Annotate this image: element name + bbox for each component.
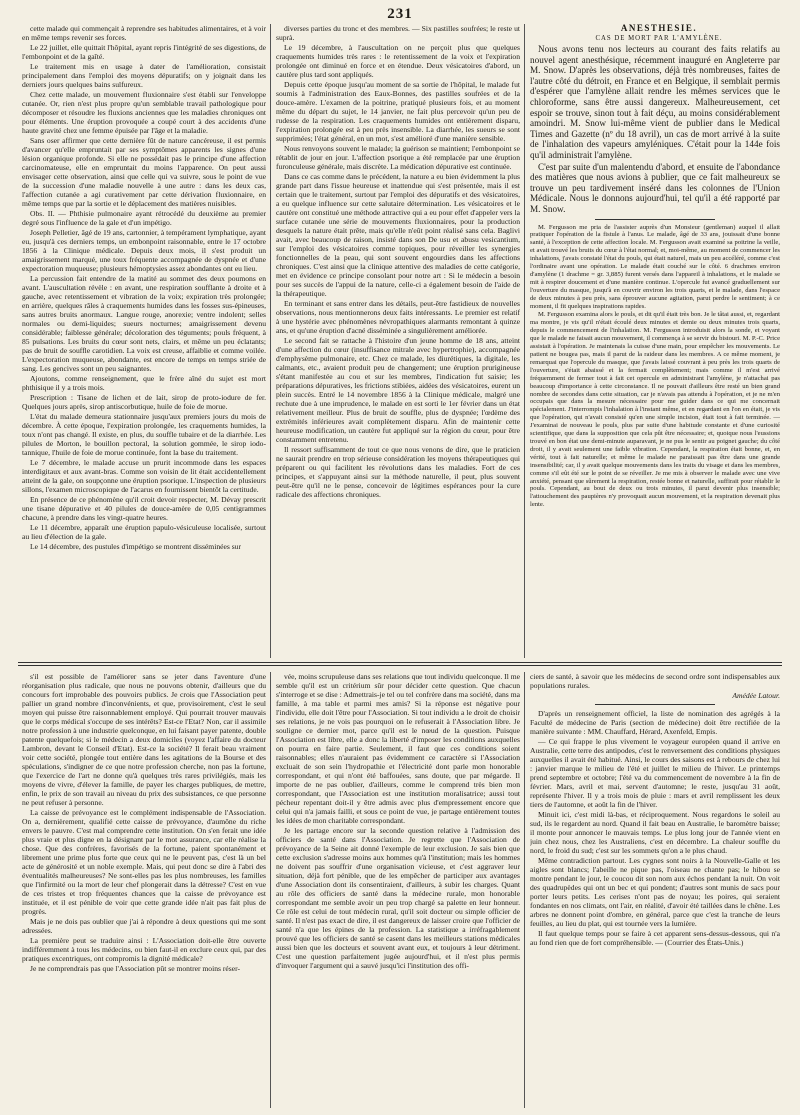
section-title-anesthesie: ANESTHÉSIE.: [620, 24, 698, 33]
bottom-col1-paragraph: La caisse de prévoyance est le complément indispensable de l'Association. On a, dernièrement, qualifié cette caisse de prévoyance, d'aumône du riche envers le pauvre. C'est mal comprendre cette institution. On s'en ferait une idée plus vraie et plus digne en la désignant par le mot assurance, car elle réalise la chose. Que des confrères, favorisés de la fortune, paient spontanément et librement une prime plus forte que ceux qui ne le peuvent pas, c'est là un bel acte de générosité et un noble exemple. Mais, qui peut donc se dire à l'abri des éventualités malheureuses? Ne sont-elles pas les plus nombreuses, les familles que l'infirmité ou la mort de leur chef plongerait dans la détresse? C'est en vue de ces tristes et trop fréquentes chances que la caisse de prévoyance est instituée, et il est pénible de voir que cette grande idée n'ait pas fait plus de progrès.: [22, 808, 266, 916]
top-column-2: [276, 24, 520, 658]
bottom-col3-intro: ciers de santé, à savoir que les médecins de second ordre sont indispensables aux populations rurales.: [530, 672, 780, 690]
bottom-col2-paragraph: Je les partage encore sur la seconde question relative à l'admission des officiers de santé dans l'Association. Je regrette que l'Association de prévoyance de la Seine ait donné l'exemple de leur exclusion. Je sais bien que cette exclusion s'adresse moins aux hommes qu'à l'institution; mais les hommes ne doivent pas souffrir d'une organisation vicieuse, et c'est aggraver leur situation, déjà fort pénible, que de les empêcher de participer aux avantages d'une Association dont ils consentiraient, d'ailleurs, à subir les charges. Quant au rôle des officiers de santé dans la médecine rurale, mon honorable correspondant me semble avoir un peu trop chargé sa palette en leur honneur. Ce rôle est celui de tout médecin rural, qu'il soit docteur ou simple officier de santé. Il n'est pas exact de dire, il est dangereux de laisser croire que l'officier de santé n'a que les épines de la profession. La statistique a irréfragablement prouvé que les officiers de santé se casent dans les meilleurs stations médicales aussi bien que les docteurs et souvent avant eux, et toujours à leur détriment. C'est une question parfaitement jugée aujourd'hui, et il n'est plus permis d'invoquer l'argument qui a sauvé jusqu'ici l'institution des offi-: [276, 826, 520, 970]
top-col1-paragraph: Sans oser affirmer que cette dernière fût de nature cancéreuse, il est permis d'avancer qu'elle empruntait par ses symptômes apparents les signes d'une lésion organique profonde. Si elle ne possédait pas le principe d'une affection carcinomateuse, elle en empruntait du moins l'apparence. On peut aussi envisager cette observation, ainsi que celle qui va suivre, sous le point de vue de la succession d'une maladie nouvelle à une autre : dans les deux cas, l'affection cutanée a agi curativement par cette dérivation fluxionnaire, en même temps que par la sortie et le déplacement des matières nuisibles.: [22, 136, 266, 208]
column-divider-1: [270, 24, 271, 658]
bottom-col1-paragraph: La première peut se traduire ainsi : L'Association doit-elle être ouverte indifféremment à tous les médecins, ou bien faut-il en exclure ceux qui, par des pratiques excentriques, ont compromis la dignité médicale?: [22, 936, 266, 963]
top-col1-paragraph: Le 14 décembre, des pustules d'impétigo se montrent disséminées sur: [30, 542, 241, 551]
bottom-column-2: [276, 672, 520, 1108]
bottom-col3-paragraph: Il faut quelque temps pour se faire à cet apparent sens-dessus-dessous, qui n'a au fond rien que de fort compréhensible. — (Courrier des États-Unis.): [530, 929, 780, 947]
top-col2-paragraph: En terminant et sans entrer dans les détails, peut-être fastidieux de nouvelles observations, nous mentionnerons deux faits intéressants. Le premier est relatif à une hystérie avec phénomènes névropathiques alarmants remontant à quinze ans, et qu'une éruption d'acné disséminée a singulièrement améliorée.: [276, 299, 520, 335]
column-divider-3: [270, 672, 271, 1108]
top-column-3: [530, 24, 780, 658]
top-col1-paragraph: La percussion fait entendre de la matité au sommet des deux poumons en avant. L'auscultation révèle : en avant, une respiration soufflante à droite et à gauche, avec retentissement et vibration de la voix; expiration très prolongée; en arrière, quelques râles à craquements humides dans les fosses sus-épineuses, sans autres bruits anormaux. Langue rouge, anorexie; ventre indolent; selles normales ou demi-liquides; sueurs nocturnes; amaigrissement devenu considérable; faiblesse générale; décoloration des téguments; pouls fréquent, à 85 pulsations. Les bruits du cœur sont nets, clairs, et même un peu éclatants; pas de bruit de souffle carotidien. La voix est creuse, affaiblie et comme voilée. L'expectoration muqueuse, abondante, est encore de temps en temps striée de sang. Les gencives sont un peu saignantes.: [22, 274, 266, 373]
top-col1-paragraph: Chez cette malade, un mouvement fluxionnaire s'est établi sur l'enveloppe cutanée. Or, rien n'est plus propre qu'un semblable travail pathologique pour décomposer et résoudre les fluxions anciennes que les maladies chroniques ont pour éléments. Une éruption provoquée a coupé court à des accidents d'une haute gravité chez une femme épuisée par l'âge et la maladie.: [22, 90, 266, 135]
top-col3-intro-paragraph: C'est par suite d'un malentendu d'abord, et ensuite de l'abondance des matières que nous avions à publier, que ce fait malheureux se trouve un peu tardivement inséré dans les colonnes de l'Union Médicale. Nous le donnons aujourd'hui, tel qu'il a été rapporté par M. Snow.: [530, 161, 780, 214]
bottom-col3-paragraph: D'après un renseignement officiel, la liste de nomination des agrégés à la Faculté de médecine de Paris (section de médecine) doit être rectifiée de la manière suivante : MM. Chauffard, Hérard, Axenfeld, Empis.: [530, 709, 780, 736]
page-number: 231: [387, 6, 413, 22]
top-col1-paragraph: Le 11 décembre, apparaît une éruption papulo-vésiculeuse localisée, surtout au lieu d'élection de la gale.: [22, 523, 266, 541]
horizontal-divider-top: [18, 662, 782, 663]
bottom-col1-paragraph: Je ne comprendrais pas que l'Association pût se montrer moins réser-: [30, 964, 240, 973]
separator-rule-2: [595, 704, 715, 705]
top-col1-paragraph: Le 22 juillet, elle quittait l'hôpital, ayant repris l'intégrité de ses digestions, de l'embonpoint et de la gaîté.: [22, 43, 266, 61]
column-divider-4: [524, 672, 525, 1108]
separator-rule: [595, 219, 715, 220]
top-col3-intro-paragraph: Nous avons tenu nos lecteurs au courant des faits relatifs au nouvel agent anesthésique, récemment inauguré en Angleterre par M. Snow. D'après les observations, déjà très nombreuses, faites de l'autre côté du détroit, en France et en Belgique, il semblait permis d'espérer que l'amylène allait rendre les mêmes services que le chloroforme, sans être aussi dangereux. Malheureusement, cet espoir se trouve, sinon tout à fait déçu, au moins considérablement amoindri. M. Snow lui-même vient de publier dans le Medical Times and Gazette (nº du 18 avril), un cas de mort arrivé à la suite de l'inhalation des vapeurs amyléniques. C'était pour la 144e fois qu'il administrait l'amylène.: [530, 44, 780, 160]
top-col1-paragraph: Prescription : Tisane de lichen et de lait, sirop de proto-iodure de fer. Quelques jours après, sirop antiscorbutique, huile de foie de morue.: [22, 393, 266, 411]
top-col1-paragraph: En présence de ce phénomène qu'il croit devoir respecter, M. Dévay prescrit une tisane dépurative et 40 pilules de douce-amère de 0,05 centigrammes chacune, à prendre dans les vingt-quatre heures.: [22, 495, 266, 522]
bottom-col3-paragraph: — Ce qui frappe le plus vivement le voyageur européen quand il arrive en Australie, cette terre des antipodes, c'est le renversement des conditions physiques auxquelles il avait été habitué. Ainsi, le cours des saisons est à rebours de chez lui : janvier marque le milieu de l'été et juillet le milieu de l'hiver. Le printemps prend septembre et octobre; l'été va du commencement de novembre à la fin de février. Mars, avril et mai, servent d'automne; le reste, jusqu'au 31 août, représente l'hiver. Il y a trois mois de pluie : mars et avril remplissent les deux tiers de l'automne, et août la fin de l'hiver.: [530, 737, 780, 809]
top-col1-paragraph: Obs. II. — Phthisie pulmonaire ayant rétrocédé du deuxième au premier degré sous l'influence de la gale et d'un impétigo.: [22, 209, 266, 227]
top-col1-paragraph: cette malade qui commençait à reprendre ses habitudes alimentaires, et à voir en même temps revenir ses forces.: [22, 24, 266, 42]
horizontal-divider-top-2: [18, 665, 782, 666]
column-divider-2: [524, 24, 525, 658]
bottom-column-3: [530, 672, 780, 1108]
top-col2-paragraph: Dans ce cas comme dans le précédent, la nature a eu bien évidemment la plus grande part dans l'issue heureuse et inattendue qui s'est présentée, mais il est certain que le traitement, surtout par l'emploi des dépuratifs et des vésicatoires, a eu quelque influence sur cette salutaire détermination. Les vésicatoires et le cautère ont constitué une méthode attractive qui a eu pour effet d'appeler vers la surface cutanée une série de mouvements fluxionnaires, pour la production desquels la nature était prête, mais qu'elle n'eût point réalisé sans cela. Baglivi avait, avec beaucoup de raison, insisté dans son De usu et abusu vesicantium, sur l'emploi des vésicatoires comme topiques, pour réveiller les synergies fonctionnelles de la peau, qui sont souvent engourdies dans les affections chroniques. C'est ainsi que la clinique attentive des maladies de cette catégorie, met en évidence ce principe consolant pour notre art : Si le médecin a besoin pour ses succès de l'appui de la nature, celle-ci a également besoin de l'aide de la thérapeutique.: [276, 172, 520, 298]
top-col3-paragraph: M. Fergusson examina alors le pouls, et dit qu'il était très bon. Je le tâtai aussi, et, regardant ma montre, je vis qu'il n'était écoulé deux minutes et demie ou deux minutes trois quarts, depuis le commencement de l'inhalation. M. Fergusson introduisit alors la sonde, et voyant que le malade ne faisait aucun mouvement, il commença à se servir du bistouri. M. P.-C. Price assistait à l'opération. Je maintenais la cuisse d'une main, pour empêcher les mouvements. Le patient ne bougea pas, mais il parut de la raideur dans les membres. A ce même moment, je remarquai que l'opercule du masque, que j'avais laissé couvrant à peu près les trois quarts de l'ouverture, s'était abaissé et la fermait complètement; mais comme il m'est arrivé fréquemment de fermer tout à fait cet opercule en administrant l'amylène, je n'attachai pas beaucoup d'importance à cette circonstance. Il ne pouvait d'ailleurs être resté un bien grand nombre de secondes dans cette situation, car je n'avais pas attendu à l'opération, et je ne m'en occupais que dans la mesure nécessaire pour me guider dans ce qui me concernait spécialement. J'interrompis l'inhalation à l'instant même, et en regardant en l'on en était, je vis que l'opération, qui n'avait consisté qu'en une simple incision, était tout à fait terminée. — J'examinai de nouveau le pouls, plus par suite d'une habitude constante et d'une curiosité scientifique, que dans la supposition que cela pût être nécessaire; et, quoique nous l'eussions trouvé en bon état une demi-minute auparavant, je ne pus le sentir au poignet gauche; du côté droit, il y avait seulement une faible vibration. Cependant, la respiration était bonne, et, en vérité, tout à fait naturelle; et même le malade ne paraissait pas être dans une grande insensibilité; car, il y avait quelque mouvements dans les traits du visage et dans les membres, comme s'il eût été sur le point de se réveiller. Je me mis à observer le malade avec une vive anxiété, pensant que sûrement la respiration, restée bonne et naturelle, suffirait pour rétablir le pouls. Cependant, au bout de deux ou trois minutes, il parut devenir plus insensible; l'attouchement des paupières n'y provoquait aucun mouvement, et la respiration devenait plus lente.: [530, 311, 780, 509]
top-col2-paragraph: Le second fait se rattache à l'histoire d'un jeune homme de 18 ans, atteint d'une affection du cœur (insuffisance mitrale avec hypertrophie), accompagnée d'emphysème pulmonaire, etc. Chez ce malade, les diurétiques, la digitale, les calmants, etc., avaient produit peu de changement; une éruption prurigineuse s'étant manifestée au cou et sur les membres, l'indication fut saisie; les préparations dépuratives, les frictions stibiées, aidées des vésicatoires, eurent un plein succès. Entré le 14 novembre 1856 à la Clinique médicale, malgré une rechute due à une imprudence, le malade en est sorti le 1er février dans un état relativement meilleur. Plus de bruit de souffle, plus de dyspnée; l'œdème des extrémités inférieures avait complètement disparu. Afin de maintenir cette heureuse modification, un cautère fut appliqué sur la région du cœur, pour être constamment entretenu.: [276, 336, 520, 444]
top-col2-paragraph: Nous renvoyons souvent le malade; la guérison se maintient; l'embonpoint se rétablit de jour en jour. L'affection psorique a été remplacée par une éruption furonculeuse générale, mais discrète. La médication dépurative est continuée.: [276, 144, 520, 171]
top-col1-paragraph: L'état du malade demeura stationnaire jusqu'aux premiers jours du mois de décembre. À cette époque, l'expiration prolongée, les craquements humides, la toux n'ont pas changé. Il existe, en plus, du souffle tubaire et de la diarrhée. Les pilules de Morton, le bouillon pectoral, la solution gommée, le sirop iodo-tannique, l'huile de foie de morue continuée, font la base du traitement.: [22, 412, 266, 457]
bottom-col3-paragraph: Même contradiction partout. Les cygnes sont noirs à la Nouvelle-Galle et les aigles sont blancs; l'abeille ne pique pas, l'oiseau ne chante pas; le hibou se montre pendant le jour, le coucou dit son nom aux échos pendant la nuit. On voit des quadrupèdes qui ont un bec et qui pondent; d'autres sont munis de sacs pour porter leurs petits. Les cerises n'ont pas de noyau; les poires, qui seraient fondantes en nos climats, ont l'air, en réalité, d'avoir été taillées dans le chêne. Les arbres ne donnent point d'ombre, en général, parce que c'est la tranche de leurs feuilles, au lieu du plat, qui est tournée vers la lumière.: [530, 856, 780, 928]
author-signature: Amédée Latour.: [732, 691, 780, 700]
section-subtitle: CAS DE MORT PAR L'AMYLÈNE.: [595, 35, 723, 42]
top-column-1: [22, 24, 266, 658]
top-col2-paragraph: Le 19 décembre, à l'auscultation on ne perçoit plus que quelques craquements humides très rares : le retentissement de la voix et l'expiration prolongée ont diminué en force et en étendue. Deux vésicatoires d'abord, un cautère plus tard sont appliqués.: [276, 43, 520, 79]
top-col2-paragraph: diverses parties du tronc et des membres. — Six pastilles soufrées; le reste ut suprà.: [276, 24, 520, 42]
top-col1-paragraph: Le traitement mis en usage à dater de l'amélioration, consistait principalement dans l'emploi des moyens dépuratifs; on y joignait dans les derniers jours quelques bains sulfureux.: [22, 62, 266, 89]
bottom-col2-paragraph: vée, moins scrupuleuse dans ses relations que tout individu quelconque. Il me semble qu'il est un critérium sûr pour décider cette question. Que chacun s'interroge et se dise : Admettrais-je tel ou tel confrère dans ma société, dans ma famille, à ma table et parmi mes amis? Si la réponse est négative pour l'individu, elle doit l'être pour l'Association. Si tout individu a le droit de choisir ses relations, je ne vois pas pourquoi on le refuserait à l'Association libre. Je souligne ce dernier mot, parce qu'il est le nœud de la question. Puisque l'Association est libre, elle a donc la liberté d'imposer les conditions auxquelles on pourra en faire partie. Seulement, il faut que ces conditions soient raisonnables; elles n'auraient pas évidemment ce caractère si l'Association excluait de son sein l'hydropathie et l'électricité dont parle mon honorable correspondant, et qui n'ont été baffouées, sans doute, que par mégarde. Il importe de ne pas oublier, d'ailleurs, comme le comprend très bien mon correspondant, que l'Association est une institution moralisatrice; aussi tout pécheur repentant doit-il y être admis avec plus d'empressement encore que celui qui n'a jamais failli, et sous ce point de vue, je partage entièrement toutes les idées de mon charitable correspondant.: [276, 672, 520, 825]
top-col3-paragraph: M. Fergusson me pria de l'assister auprès d'un Monsieur (gentleman) auquel il allait pratiquer l'opération de la fistule à l'anus. Le malade, âgé de 33 ans, jouissait d'une bonne santé, à l'exception de cette affection locale. M. Fergusson avait examiné sa poitrine la veille, et avait trouvé les bruits du cœur à l'état normal; et, moi-même, au moment de commencer les inhalations, j'avais constaté l'état du pouls, qui était naturel, mais un peu accéléré, comme c'est l'ordinaire avant une opération. Le malade était couché sur le côté. 6 drachmes environ d'amylène (1 drachme = gr. 3,885) furent versés dans l'appareil à inhalations, et le malade se mit à respirer doucement et d'une manière continue. L'opercule fut avancé graduellement sur l'ouverture du masque, jusqu'à en couvrir environ les trois quarts, et le malade, dans l'espace de deux minutes à peu près, sans éprouver aucune agitation, parut perdre le sentiment; à ce moment, il fit quelques inspirations rapides.: [530, 223, 780, 310]
bottom-col1-paragraph: s'il est possible de l'améliorer sans se jeter dans l'aventure d'une réorganisation plus radicale, que nous ne pouvons obtenir, d'ailleurs que du concours fort improbable des pouvoirs publics. Je crois que l'Association peut pallier un grand nombre d'inconvénients, et que, provisoirement, c'est le seul moyen qui puisse être raisonnablement employé. Qui pourrait trouver mauvais que le corps médical s'occupe de ses intérêts? Est-ce l'Etat? Non, car il assimile notre profession à une industrie quelconque, en lui faisant payer patente, double patente quelquefois; si le médecin a deux domiciles (voyez l'affaire du docteur Lambron, devant le Conseil d'Etat). Est-ce la société? Il ferait beau vraiment voir cette société, plongée tout entière dans les agitations de la Bourse et des spéculations, s'indigner de ce que notre profession cherche, non pas la fortune, que l'exercice de l'art ne donne qu'à quelques très rares privilégiés, mais les moyens de vivre, d'élever la famille, de payer les charges publiques, de mettre, enfin, le prix de son travail au niveau du prix des subsistances, ce que personne ne peut refuser à personne.: [22, 672, 266, 807]
top-col2-paragraph: Depuis cette époque jusqu'au moment de sa sortie de l'hôpital, le malade fut soumis à l'administration des Eaux-Bonnes, des pastilles soufrées et de la douce-amère. L'examen de la poitrine, pratiqué plusieurs fois, et au moment même du départ du sujet, le 14 janvier, ne fait plus percevoir qu'un peu de rudesse de la respiration. Les craquements humides ont entièrement disparu, l'expiration prolongée est à peu près insensible. La diarrhée, les sueurs se sont supprimées; l'état général, en un mot, s'est amélioré d'une manière sensible.: [276, 80, 520, 143]
top-col1-paragraph: Ajoutons, comme renseignement, que le frère aîné du sujet est mort phthisique il y a trois mois.: [22, 374, 266, 392]
bottom-column-1: [22, 672, 266, 1108]
top-col1-paragraph: Le 7 décembre, le malade accuse un prurit incommode dans les espaces interdigitaux et aux avant-bras. Comme son voisin de lit était accidentellement atteint de la gale, on soupçonne une éruption psorique. L'inspection de plusieurs sillons, l'examen microscopique de l'acarus en fournissent bientôt la certitude.: [22, 458, 266, 494]
bottom-col3-paragraph: Minuit ici, c'est midi là-bas, et réciproquement. Nous regardons le soleil au sud, ils le regardent au nord. Quand il fait beau en Australie, le baromètre baisse; il monte pour annoncer le mauvais temps. Le plus long jour de l'année vient en juin chez nous, chez les Australiens, c'est en décembre. La chaleur souffle du nord, le froid du sud; c'est sur les sommets qu'on a le plus chaud.: [530, 810, 780, 855]
bottom-col1-paragraph: Mais je ne dois pas oublier que j'ai à répondre à deux questions qui me sont adressées.: [22, 917, 266, 935]
top-col2-paragraph: Il ressort suffisamment de tout ce que nous venons de dire, que le praticien ne saurait prendre en trop sérieuse considération les moyens thérapeutiques qui préparent ou qui facilitent les révolutions dans les maladies. Fort de ces principes, et s'appuyant ainsi sur la méthode naturelle, il peut, plus souvent peut-être qu'il ne le pense, concevoir de légitimes espérances pour la cure radicale des affections chroniques.: [276, 445, 520, 499]
top-col1-paragraph: Joseph Pelletier, âgé de 19 ans, cartonnier, à tempérament lymphatique, ayant eu, jusqu'à ces derniers temps, un embonpoint raisonnable, entre le 17 octobre 1856 à la Clinique médicale. Depuis deux mois, il s'est produit un amaigrissement marqué, une toux fréquente accompagnée de dyspnée et d'une expectoration muqueuse; plusieurs hémoptysies assez abondantes ont eu lieu.: [22, 228, 266, 273]
